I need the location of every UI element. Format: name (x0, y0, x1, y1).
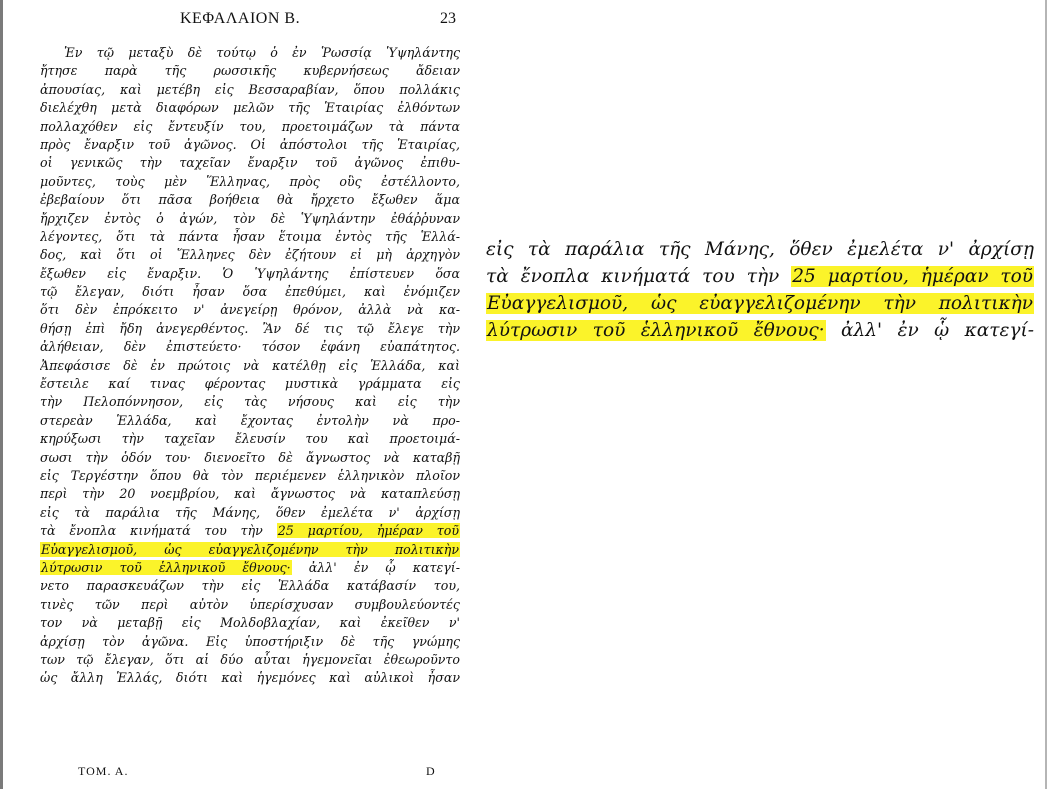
line-text: νετο παρασκευάζων τὴν εἰς Ἑλλάδα κατάβασίν του, (40, 578, 460, 594)
line-text: ἀλλ' ἐν ᾧ κατεγί- (291, 559, 460, 575)
line-text: διελέχθη μετὰ διαφόρων μελῶν τῆς Ἑταιρίας ἐλθόντων (40, 100, 460, 116)
text-line (40, 412, 460, 430)
page-body-text (40, 44, 460, 688)
text-line (40, 393, 460, 411)
line-text: ἀλλ' ἐν ᾧ κατεγί- (825, 320, 1034, 341)
text-line (40, 375, 460, 393)
text-line (40, 301, 460, 319)
line-text: στερεὰν Ἑλλάδα, καὶ ἔχοντας ἐντολὴν νὰ προ- (40, 412, 460, 428)
text-line (40, 449, 460, 467)
line-text: Ἐν τῷ μεταξὺ δὲ τούτῳ ὁ ἐν Ῥωσσίᾳ Ὑψηλάντης (64, 45, 460, 60)
line-text: εἰς τὰ παράλια τῆς Μάνης, ὅθεν ἐμελέτα ν' ἀρχίσῃ (40, 504, 460, 520)
text-line (40, 522, 460, 540)
signature-mark: D (426, 764, 435, 778)
highlighted-text: 25 μαρτίου, ἡμέραν τοῦ (277, 523, 459, 539)
text-line (40, 467, 460, 485)
line-text: ἀλήθειαν, δὲν ἐπιστεύετο· τόσον ἐφάνη εὐαπάτητος. (40, 339, 460, 355)
line-text: σωσι τὴν ὁδόν του· διενοεῖτο δὲ ἄγνωστος νὰ καταβῇ (40, 449, 460, 465)
text-line (40, 596, 460, 614)
text-line (40, 118, 460, 136)
text-line (40, 633, 460, 651)
highlighted-text: 25 μαρτίου, ἡμέραν τοῦ (792, 266, 1033, 287)
line-text: ἔστειλε καί τινας φέροντας μυστικὰ γράμματα εἰς (40, 376, 460, 392)
scanned-book-page (40, 0, 480, 789)
window-left-border (0, 0, 3, 789)
text-line (40, 283, 460, 301)
line-text: ὅτι δὲν ἐπρόκειτο ν' ἀνεγείρῃ θρόνον, ἀλλὰ νὰ κα- (40, 302, 460, 318)
text-line (40, 173, 460, 191)
line-text: περὶ τὴν 20 νοεμβρίου, καὶ ἄγνωστος νὰ καταπλεύσῃ (40, 486, 460, 502)
text-line (40, 265, 460, 283)
text-line (40, 136, 460, 154)
zoomed-excerpt (486, 236, 1034, 344)
line-text: ἀρχίσῃ τὸν ἀγῶνα. Εἰς ὑποστήριξιν δὲ τῆς γνώμης (40, 633, 460, 649)
line-text: πρὸς ἔναρξιν τοῦ ἀγῶνος. Οἱ ἀπόστολοι τῆς Ἑταιρίας, (40, 136, 460, 152)
text-line (40, 228, 460, 246)
text-line (40, 99, 460, 117)
line-text: κηρύξωσι τὴν ταχεῖαν ἔλευσίν του καὶ προετοιμά- (40, 431, 460, 447)
text-line (486, 290, 1034, 317)
line-text: των τῷ ἔλεγαν, ὅτι αἱ δύο αὗται ἡγεμονεῖαι ἐθεωροῦντο (40, 651, 460, 667)
text-line (40, 430, 460, 448)
line-text: οἱ γενικῶς τὴν ταχεῖαν ἔναρξιν τοῦ ἀγῶνος ἐπιθυ- (40, 155, 460, 171)
line-text: ἤτησε παρὰ τῆς ρωσσικῆς κυβερνήσεως ἄδειαν (40, 63, 460, 79)
text-line (40, 154, 460, 172)
line-text: πολλαχόθεν εἰς ἔντευξίν του, προετοιμάζων τὰ πάντα (40, 118, 460, 134)
line-text: τῷ ἔλεγαν, διότι ἦσαν ὅσα ἐπεθύμει, καὶ ἐνόμιζεν (40, 284, 460, 300)
line-text: εἰς Τεργέστην ὅπου θὰ τὸν περιέμενεν ἑλληνικὸν πλοῖον (40, 467, 460, 483)
page-number: 23 (440, 10, 456, 27)
line-text: δος, καὶ ὅτι οἱ Ἕλληνες δὲν ἐζήτουν εἰ μὴ ἀρχηγὸν (40, 247, 460, 263)
text-line (40, 614, 460, 632)
line-text: ἤρχιζεν ἐντὸς ὁ ἀγών, τὸν δὲ Ὑψηλάντην ἐθάῤῥυναν (40, 210, 460, 226)
text-line (40, 485, 460, 503)
text-line (40, 44, 460, 62)
line-text: θήσῃ ἐπὶ ἤδη ἀνεγερθέντος. Ἂν δέ τις τῷ ἔλεγε τὴν (40, 320, 460, 336)
text-line (40, 210, 460, 228)
text-line (486, 236, 1034, 263)
highlighted-text: λύτρωσιν τοῦ ἑλληνικοῦ ἔθνους· (41, 559, 291, 575)
text-line (40, 669, 460, 687)
volume-footer: ΤΟΜ. Α. (78, 764, 129, 778)
text-line (40, 559, 460, 577)
text-line (40, 651, 460, 669)
line-text: ὡς ἄλλη Ἑλλάς, διότι καὶ ἡγεμόνες καὶ αὐλικοὶ ἦσαν (40, 670, 460, 686)
text-line (40, 62, 460, 80)
text-line (40, 541, 460, 559)
text-line (40, 338, 460, 356)
line-text: μοῦντες, τοὺς μὲν Ἕλληνας, πρὸς οὓς ἐστέλλοντο, (40, 173, 460, 189)
line-text: τὰ ἔνοπλα κινήματά του τὴν (486, 266, 792, 287)
line-text: τὴν Πελοπόννησον, εἰς τὰς νήσους καὶ εἰς τὴν (40, 394, 460, 410)
line-text: τινὲς τῶν περὶ αὐτὸν ὑπερίσχυσαν συμβουλεύοντές (40, 596, 460, 612)
line-text: ἀπουσίας, καὶ μετέβη εἰς Βεσσαραβίαν, ὅπου πολλάκις (40, 81, 460, 97)
line-text: ἔξωθεν εἰς ἔναρξιν. Ὁ Ὑψηλάντης ἐπίστευεν ὅσα (40, 265, 460, 281)
text-line (40, 577, 460, 595)
text-line (486, 317, 1034, 344)
line-text: Ἀπεφάσισε δὲ ἐν πρώτοις νὰ κατέλθῃ εἰς Ἑλλάδα, καὶ (40, 357, 460, 373)
line-text: ἐβεβαίουν ὅτι πᾶσα βοήθεια θὰ ἤρχετο ἔξωθεν ἅμα (40, 192, 460, 208)
line-text: εἰς τὰ παράλια τῆς Μάνης, ὅθεν ἐμελέτα ν' ἀρχίσῃ (486, 239, 1034, 260)
text-line (40, 504, 460, 522)
line-text: τὰ ἔνοπλα κινήματά του τὴν (40, 523, 277, 539)
text-line (40, 191, 460, 209)
text-line (40, 357, 460, 375)
line-text: λέγοντες, ὅτι τὰ πάντα ἦσαν ἕτοιμα ἐντὸς τῆς Ἑλλά- (40, 228, 460, 244)
highlighted-text: λύτρωσιν τοῦ ἑλληνικοῦ ἔθνους· (487, 320, 825, 341)
text-line (486, 263, 1034, 290)
highlighted-text: Εὐαγγελισμοῦ, ὡς εὐαγγελιζομένην τὴν πολιτικὴν (487, 293, 1033, 314)
text-line (40, 320, 460, 338)
chapter-header: ΚΕΦΑΛΑΙΟΝ Β. (180, 10, 301, 27)
text-line (40, 81, 460, 99)
highlighted-text: Εὐαγγελισμοῦ, ὡς εὐαγγελιζομένην τὴν πολιτικὴν (41, 541, 459, 557)
text-line (40, 246, 460, 264)
line-text: τον νὰ μεταβῇ εἰς Μολδοβλαχίαν, καὶ ἐκεῖθεν ν' (40, 615, 460, 631)
